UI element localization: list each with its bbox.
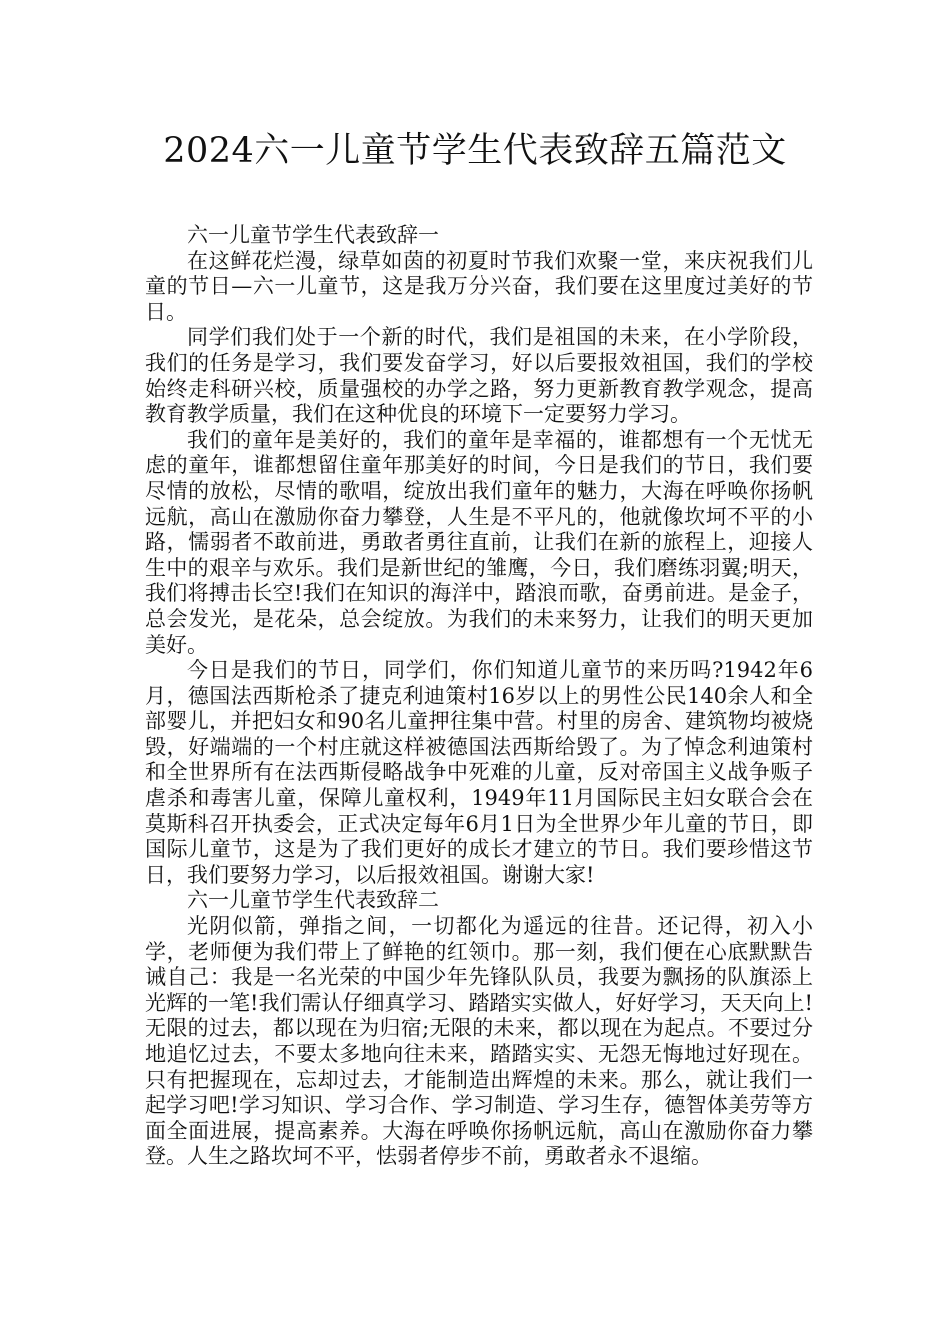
section-heading-1: 六一儿童节学生代表致辞一 [187, 223, 439, 247]
paragraph: 在这鲜花烂漫，绿草如茵的初夏时节我们欢聚一堂，来庆祝我们儿童的节日—六一儿童节，这是我万分兴奋，我们要在这里度过美好的节日。 [145, 248, 813, 324]
paragraph: 同学们我们处于一个新的时代，我们是祖国的未来，在小学阶段，我们的任务是学习，我们要发奋学习，好以后要报效祖国，我们的学校始终走科研兴校，质量强校的办学之路，努力更新教育教学观念，提高教育教学质量，我们在这种优良的环境下一定要努力学习。 [145, 325, 813, 427]
document-title: 2024六一儿童节学生代表致辞五篇范文 [163, 131, 787, 171]
paragraph: 我们的童年是美好的，我们的童年是幸福的，谁都想有一个无忧无虑的童年，谁都想留住童年那美好的时间，今日是我们的节日，我们要尽情的放松，尽情的歌唱，绽放出我们童年的魅力，大海在呼唤你扬帆远航，高山在激励你奋力攀登，人生是不平凡的，他就像坎坷不平的小路，懦弱者不敢前进，勇敢者勇往直前，让我们在新的旅程上，迎接人生中的艰辛与欢乐。我们是新世纪的雏鹰，今日，我们磨练羽翼;明天，我们将搏击长空!我们在知识的海洋中，踏浪而歌，奋勇前进。是金子，总会发光，是花朵，总会绽放。为我们的未来努力，让我们的明天更加美好。 [145, 427, 813, 657]
document-body [145, 223, 813, 1170]
section-heading-2: 六一儿童节学生代表致辞二 [187, 888, 439, 913]
paragraph: 今日是我们的节日，同学们，你们知道儿童节的来历吗?1942年6月，德国法西斯枪杀了捷克利迪策村16岁以上的男性公民140余人和全部婴儿，并把妇女和90名儿童押往集中营。村里的房舍、建筑物均被烧毁，好端端的一个村庄就这样被德国法西斯给毁了。为了悼念利迪策村和全世界所有在法西斯侵略战争中死难的儿童，反对帝国主义战争贩子虐杀和毒害儿童，保障儿童权利，1949年11月国际民主妇女联合会在莫斯科召开执委会，正式决定每年6月1日为全世界少年儿童的节日，即国际儿童节，这是为了我们更好的成长才建立的节日。我们要珍惜这节日，我们要努力学习，以后报效祖国。谢谢大家! [145, 658, 813, 887]
paragraph: 光阴似箭，弹指之间，一切都化为遥远的往昔。还记得，初入小学，老师便为我们带上了鲜艳的红领巾。那一刻，我们便在心底默默告诫自己：我是一名光荣的中国少年先锋队队员，我要为飘扬的队旗添上光辉的一笔!我们需认仔细真学习、踏踏实实做人，好好学习，天天向上! 无限的过去，都以现在为归宿;无限的未来，都以现在为起点。不要过分地追忆过去，不要太多地向往未来，踏踏实实、无怨无悔地过好现在。只有把握现在，忘却过去，才能制造出辉煌的未来。那么，就让我们一起学习吧!学习知识、学习合作、学习制造、学习生存，德智体美劳等方面全面进展，提高素养。大海在呼唤你扬帆远航，高山在激励你奋力攀登。人生之路坎坷不平，怯弱者停步不前，勇敢者永不退缩。 [145, 914, 813, 1169]
